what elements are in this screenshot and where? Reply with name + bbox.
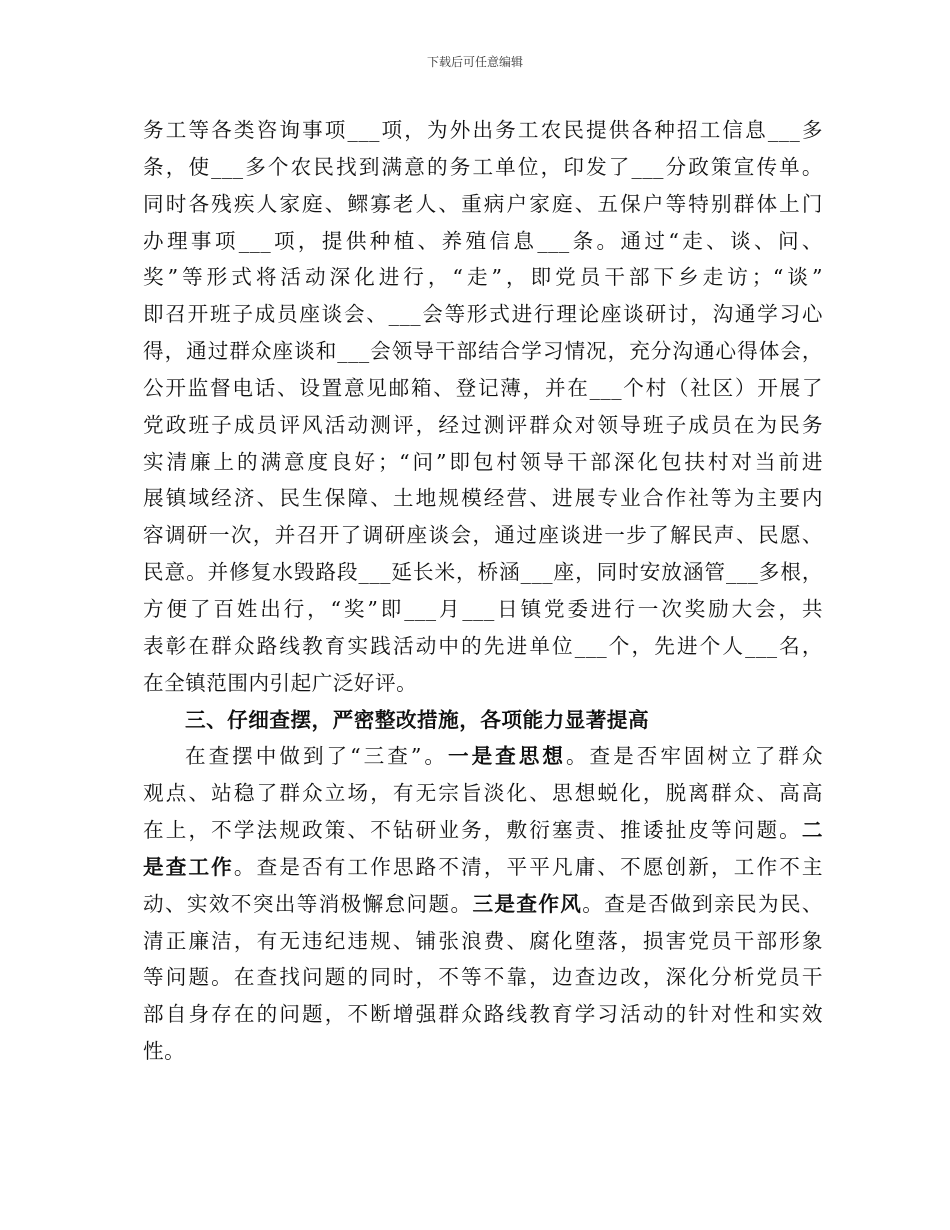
text-line — [143, 886, 823, 923]
text-line: 观点、站稳了群众立场，有无宗旨淡化、思想蜕化，脱离群众、高高 — [143, 781, 823, 806]
document-body — [143, 112, 823, 1070]
text-span: 。查是否做到亲民为民、 — [582, 891, 824, 916]
text-line — [143, 738, 823, 775]
text-span: 。查是否牢固树立了群众 — [565, 744, 823, 769]
text-line: 清正廉洁，有无违纪违规、铺张浪费、腐化堕落，损害党员干部形象 — [143, 928, 823, 953]
text-line: 党政班子成员评风活动测评，经过测评群众对领导班子成员在为民务 — [143, 412, 823, 437]
text-line: 得，通过群众座谈和___会领导干部结合学习情况，充分沟通心得体会， — [143, 339, 823, 364]
bold-phrase: 二 — [801, 818, 823, 843]
section-heading: 三、仔细查摆，严密整改措施，各项能力显著提高 — [185, 707, 650, 732]
text-line — [143, 849, 823, 886]
text-line: 部自身存在的问题，不断增强群众路线教育学习活动的针对性和实效 — [143, 1002, 823, 1027]
text-span: 。查是否有工作思路不清，平平凡庸、不愿创新，工作不主 — [233, 854, 824, 879]
paragraph-1 — [143, 112, 823, 702]
text-line — [143, 812, 823, 849]
text-line: 同时各残疾人家庭、鳏寡老人、重病户家庭、五保户等特别群体上门 — [143, 191, 823, 216]
text-line: 容调研一次，并召开了调研座谈会，通过座谈进一步了解民声、民愿、 — [143, 523, 823, 548]
text-line: 展镇域经济、民生保障、土地规模经营、进展专业合作社等为主要内 — [143, 486, 823, 511]
text-line: 性。 — [143, 1039, 186, 1064]
bold-phrase: 一是查思想 — [448, 744, 566, 769]
text-line: 公开监督电话、设置意见邮箱、登记薄，并在___个村（社区）开展了 — [143, 375, 823, 400]
page-header: 下载后可任意编辑 — [426, 55, 523, 69]
text-line: 表彰在群众路线教育实践活动中的先进单位___个，先进个人___名， — [143, 633, 823, 658]
paragraph-2 — [143, 738, 823, 1070]
text-span: 在查摆中做到了“三查”。 — [185, 744, 448, 769]
bold-phrase: 三是查作风 — [472, 891, 583, 916]
text-line: 务工等各类咨询事项___项，为外出务工农民提供各种招工信息___多 — [143, 118, 823, 142]
text-span: 动、实效不突出等消极懈怠问题。 — [143, 891, 473, 916]
text-line: 实清廉上的满意度良好；“问”即包村领导干部深化包扶村对当前进 — [143, 449, 823, 474]
bold-phrase: 是查工作 — [143, 854, 234, 879]
text-line: 等问题。在查找问题的同时，不等不靠，边查边改，深化分析党员干 — [143, 965, 823, 990]
text-line: 在全镇范围内引起广泛好评。 — [143, 670, 418, 695]
text-line: 条，使___多个农民找到满意的务工单位，印发了___分政策宣传单。 — [143, 154, 823, 179]
text-line: 奖”等形式将活动深化进行，“走”，即党员干部下乡走访；“谈” — [143, 265, 823, 290]
text-line: 办理事项___项，提供种植、养殖信息___条。通过“走、谈、问、 — [143, 228, 823, 253]
text-line: 即召开班子成员座谈会、___会等形式进行理论座谈研讨，沟通学习心 — [143, 302, 823, 327]
text-line: 民意。并修复水毁路段___延长米，桥涵___座，同时安放涵管___多根， — [143, 560, 823, 585]
text-line: 方便了百姓出行，“奖”即___月___日镇党委进行一次奖励大会，共 — [143, 596, 823, 621]
text-span: 在上，不学法规政策、不钻研业务，敷衍塞责、推诿扯皮等问题。 — [143, 818, 802, 843]
